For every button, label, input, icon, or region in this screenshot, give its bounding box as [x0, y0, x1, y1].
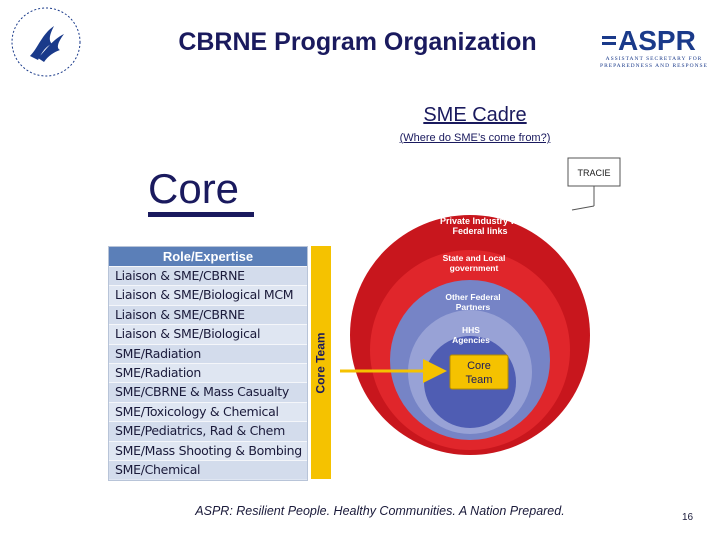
ring-hhs-label-1: HHS — [462, 325, 480, 335]
ring-other-federal-label-2: Partners — [455, 302, 491, 312]
role-row: SME/Radiation — [109, 363, 307, 382]
footer-tagline: ASPR: Resilient People. Healthy Communities. A Nation Prepared. — [195, 504, 565, 518]
ring-private-federal-label-1: Private Industry w/ — [439, 216, 521, 226]
sme-cadre-diagram — [340, 150, 630, 480]
ring-hhs-label-2: Agencies — [452, 335, 490, 345]
core-team-box-line1: Core — [467, 360, 491, 372]
aspr-logo-text: ASPR — [618, 25, 696, 56]
aspr-tagline-line1: ASSISTANT SECRETARY FOR — [605, 56, 703, 62]
role-row: SME/Mass Shooting & Bombing — [109, 441, 307, 460]
role-row: Liaison & SME/Biological — [109, 324, 307, 343]
role-row: SME/Chemical — [109, 460, 307, 479]
core-team-side-text: Core Team — [314, 331, 329, 394]
core-underline — [148, 212, 254, 217]
page-number: 16 — [682, 512, 694, 523]
hhs-seal-logo — [8, 4, 84, 80]
page-title: CBRNE Program Organization — [178, 28, 537, 56]
aspr-tagline-line2: PREPAREDNESS AND RESPONSE — [600, 63, 708, 69]
role-row: SME/CBRNE & Mass Casualty — [109, 382, 307, 401]
core-label: Core — [148, 165, 240, 212]
ring-academia-label-2: Private industry — [443, 190, 513, 200]
role-row: Liaison & SME/Biological MCM — [109, 285, 307, 304]
sme-cadre-subtitle: (Where do SME’s come from?) — [399, 132, 551, 144]
role-row: SME/Radiation — [109, 344, 307, 363]
sme-cadre-title: SME Cadre — [423, 104, 527, 126]
core-team-side-label — [311, 246, 331, 479]
role-row: SME/Pediatrics, Rad & Chem — [109, 421, 307, 440]
aspr-logo — [598, 22, 710, 72]
roles-table-header: Role/Expertise — [109, 247, 307, 266]
tracie-callout-pointer — [572, 206, 594, 210]
roles-table — [108, 246, 308, 481]
ring-state-local-label-2: government — [449, 263, 499, 273]
core-team-box-line2: Team — [465, 374, 493, 386]
ring-private-federal-label-2: Federal links — [452, 226, 508, 236]
tracie-callout-label: TRACIE — [577, 168, 611, 178]
role-row: Liaison & SME/CBRNE — [109, 305, 307, 324]
ring-academia-label-1: Academia and — [447, 180, 509, 190]
role-row: Liaison & SME/CBRNE — [109, 266, 307, 285]
role-row: SME/Toxicology & Chemical — [109, 402, 307, 421]
ring-other-federal-label-1: Other Federal — [445, 292, 501, 302]
ring-state-local-label-1: State and Local — [442, 253, 506, 263]
